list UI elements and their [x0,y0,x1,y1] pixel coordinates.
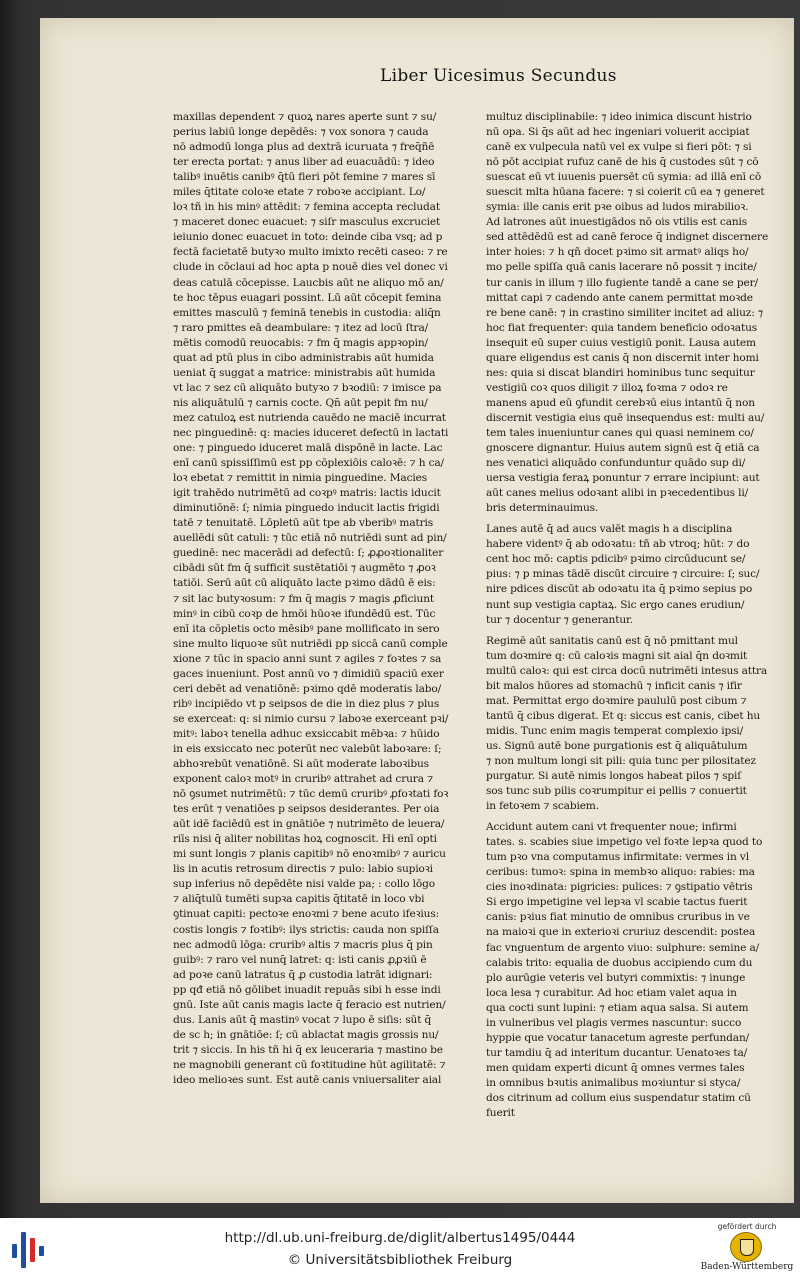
text-line: tum doꝛmire q: cū caloꝛis magni sit aial q̄n doꝛmit [486,649,748,662]
text-line: enī ita cōpletis octo mēsibꝰ pane mollificato in sero [173,622,440,635]
text-line: nō admodū longa plus ad dextrā icuruata ⁊ freq̄ñē [173,141,435,154]
text-line: hoc fiat frequenter: quia tandem beneficio odoꝛatus [486,321,758,334]
text-line: ribꝰ incipiēdo vt p seipsos de die in diez plus ⁊ plus [173,697,440,710]
text-line: ueniat q̄ suggat a matrice: ministrabis aūt humida [173,366,436,379]
text-line: talibꝰ inuētis canibꝰ q̄tū fieri pōt femine ⁊ mares sī [173,171,436,184]
text-line: one: ⁊ pinguedo iduceret malā dispōnē in lacte. Lac [173,442,443,455]
text-line: pp qđ etiā nō gōlibet inuadit repuās sibi h esse indi [173,983,441,996]
text-line: ne magnobili generant cū foꝛtitudine hūt agilitatē: ⁊ [173,1058,446,1071]
text-line: mi sunt longis ⁊ planis capitibꝰ nō enoꝛmibꝰ ⁊ auricu [173,848,446,861]
text-line: ⁊ non multum longi sit pili: quia tunc per pilositatez [486,754,756,767]
text-line: nes: quia si discat blandiri hominibus tunc sequitur [486,366,755,379]
text-line: multuz disciplinabile: ⁊ ideo inimica discunt histrio [486,111,752,123]
text-line: emittes masculū ⁊ feminā tenebis in custodia: aliq̄n [173,306,441,319]
sponsor-name: Baden-Württemberg [700,1262,794,1272]
text-line: insequit eū super cuius vestigiū ponit. Lausa autem [486,336,756,349]
text-line: ideo melioꝛes sunt. Est autē canis vniuersaliter aial [173,1074,442,1086]
text-line: Regimē aūt sanitatis canū est q̄ nō pmittant mul [486,634,738,647]
text-line: auellēdi sūt catuli: ⁊ tūc etiā nō nutriēdi sunt ad pin/ [173,532,447,545]
text-line: plo aurūgie veteris vel butyri commixtis: ⁊ inunge [486,971,746,984]
text-line: us. Signū autē bone purgationis est q̄ aliquātulum [486,739,748,752]
text-line: qua cocti sunt lupini: ⁊ etiam aqua salsa. Si autem [486,1001,749,1014]
text-line: tatiōi. Serū aūt cū aliquāto lacte pꝛimo dādū ē eis: [173,577,436,590]
text-line: hyppie que vocatur tanacetum agreste perfundan/ [486,1031,750,1044]
text-line: sup inferius nō depēdēte nisi valde pa; : collo lōgo [173,878,435,891]
text-line: ⁊ maceret donec euacuet: ⁊ siſr masculus excruciet [173,216,441,229]
text-line: dus. Lanis aūt q̄ mastinꝰ vocat ⁊ lupo ē siſis: sūt q̄ [173,1013,432,1026]
text-line: mo pelle spiſſa quā canis lacerare nō possit ⁊ incite/ [486,261,757,274]
text-line: suescat eū vt iuuenis puersēt cū symia: ad illā enī cō [486,171,762,184]
text-line: enī canū spissiſſimū est pp cōplexiōis caloꝛē: ⁊ h ca/ [173,457,444,470]
text-line: cent hoc mō: captis pdicibꝰ pꝛimo circūducunt se/ [486,553,746,566]
text-line: suescit mlta hūana facere: ⁊ si coierit cū ea ⁊ generet [486,186,765,199]
text-line: nis aliquātulū ⁊ carnis cocte. Qn̄ aūt pepit fm nu/ [173,396,428,409]
text-line: tantū q̄ cibus digerat. Et q: siccus est canis, cibet hu [486,709,761,722]
text-line: fac vnguentum de argento viuo: sulphure: semine a/ [486,941,760,954]
text-line: ⁊ sit lac butyꝛosum: ⁊ fm q̄ magis ⁊ magis ꝓficiunt [173,592,434,605]
text-line: canis: pꝛius fiat minutio de omnibus cruribus in ve [486,911,750,924]
text-line: sine multo liquoꝛe sūt nutriēdi pp siccā canū comple [173,637,448,650]
text-line: tem tales inueniuntur canes qui quasi neminem co/ [486,426,754,439]
text-line: trit ⁊ siccis. In his tñ hi q̄ ex leuceraria ⁊ mastino be [173,1043,443,1056]
text-line: pius: ⁊ p minas tādē discūt circuire ⁊ circuire: ſ; suc/ [486,568,760,581]
text-line: Ad latrones aūt inuestigādos nō ois vtilis est canis [486,216,748,229]
text-line: abhoꝛrebūt venatiōnē. Si aūt moderate laboꝛibus [173,758,429,771]
text-line: tates. s. scabies siue impetigo vel foꝛte lepꝛa quod to [486,836,763,849]
text-line: ceribus: tumoꝛ: spina in membꝛo aliquo: rabies: ma [486,866,755,879]
text-line: Accidunt autem cani vt frequenter noue; infirmi [486,821,737,834]
text-line: uersa vestigia feraꝝ ponuntur ⁊ errare incipiunt: aut [486,472,760,485]
text-line: in fetoꝛem ⁊ scabiem. [486,800,599,813]
text-line: nec pinguedinē: q: macies iduceret defectū in lactati [173,426,449,439]
text-line: minꝰ in cibū coꝛp de hmōi hūoꝛe ifundēdū est. Tūc [173,607,436,620]
text-line: tur tamdiu q̄ ad interitum ducantur. Uenatoꝛes ta/ [486,1046,748,1059]
text-line: multū caloꝛ: qui est circa docū nutrimēti intesus attra [486,664,768,677]
running-head: Liber Uicesimus Secundus [380,66,617,86]
text-line: calabis trito: equalia de duobus accipiendo cum du [486,956,753,969]
text-line: riīs nisi q̄ aliter nobilitas hoꝝ cognoscit. Hi enī opti [173,833,437,846]
text-line: inter hoies: ⁊ h qñ docet pꝛimo sit armatꝰ aliqs ho/ [486,246,749,259]
text-line: midis. Tunc enim magis temperat complexio ipsi/ [486,724,744,737]
text-line: bris determinauimus. [486,502,599,515]
text-line: ⁊ raro pmittes eā deambulare: ⁊ itez ad locū ſtra/ [173,321,429,334]
text-line: deas catulā cōcepisse. Laucbis aūt ne aliquo mō an/ [173,276,444,289]
text-line: mittat capi ⁊ cadendo ante canem permittat moꝛde [486,291,753,304]
text-line: ⁊ aliq̄tulū tumēti supꝛa capitis q̄titatē in loco vbi [173,893,425,906]
copyright-notice: © Universitätsbibliothek Freiburg [287,1252,513,1268]
text-line: quare eligendus est canis q̄ non discernit inter homi [486,351,759,364]
text-line: tur canis in illum ⁊ illo fugiente tandē a cane se per/ [486,276,758,289]
text-line: Lanes autē q̄ ad aucs valēt magis h a disciplina [486,523,733,536]
text-line: cibādi sūt fm q̄ sufficit sustētatiōi ⁊ augmēto ⁊ ꝓoꝛ [173,562,436,575]
text-line: men quidam experti dicunt q̄ omnes vermes tales [486,1061,745,1074]
text-line: in vulneribus vel plagis vermes nascuntur: succo [486,1016,742,1029]
text-line: ter erecta portat: ⁊ anus liber ad euacuādū: ⁊ ideo [173,156,435,169]
text-line: gaces inueniunt. Post annū vo ⁊ dimidiū spaciū exer [173,667,444,680]
baden-wuerttemberg-crest-icon [730,1232,762,1262]
text-line: nire pdices discūt ab odoꝛatu ita q̄ pꝛimo sepius po [486,583,753,596]
text-line: tatē ⁊ tenuitatē. Lōpletū aūt tpe ab vberibꝰ matris [173,517,434,530]
text-line: vestigiū coꝛ quos diligit ⁊ illoꝝ foꝛma ⁊ odoꝛ re [486,381,728,394]
text-line: Si ergo impetigine vel lepꝛa vl scabie tactus fuerit [486,896,748,909]
text-line: clude in cōclaui ad hoc apta p nouē dies vel donec vi [173,261,448,274]
text-line: loꝛ ebetat ⁊ remittit in nimia pinguedine. Macies [173,472,428,485]
text-line: fectā facietatē butyꝛo multo imixto recēti caseo: ⁊ re [173,246,448,259]
text-line: mitꝰ: laboꝛ tenella adhuc exsiccabit mēbꝛa: ⁊ hūido [173,727,440,740]
left-text-column [173,110,463,1088]
text-line: gnū. Iste aūt canis magis lacte q̄ feracio est nutrien/ [173,998,446,1011]
text-line: cies inoꝛdinata: pigricies: pulices: ⁊ ꝯstipatio vētris [486,881,753,894]
permalink-url[interactable]: http://dl.ub.uni-freiburg.de/diglit/albertus1495/0444 [224,1230,576,1246]
text-line: mētis comodū reuocabis: ⁊ fm q̄ magis appꝛopin/ [173,336,428,349]
text-line: maxillas dependent ⁊ quoꝝ nares aperte sunt ⁊ su/ [173,111,437,123]
text-line: mez catuloꝝ est nutrienda cauēdo ne maciē incurrat [173,411,446,424]
text-line: tes erūt ⁊ venatiōes p seipsos desiderantes. Per oia [173,803,440,816]
text-line: nes venatici aliquādo confunduntur quādo sup di/ [486,457,746,470]
text-line: dos citrinum ad collum eius suspendatur statim cū [486,1092,751,1104]
text-line: ad poꝛe canū latratus q̄ ꝓ custodia latrāt idignari: [173,968,433,981]
text-line: de sc h; in gnātiōe: ſ; cū ablactat magis grossis nu/ [173,1028,439,1041]
text-line: nō ꝯsumet nutrimētū: ⁊ tūc demū cruribꝰ ꝓfoꝛtati foꝛ [173,788,449,801]
text-line: tum pꝛo vna computamus infirmitate: vermes in vl [486,851,749,864]
text-line: nec admodū lōga: cruribꝰ altis ⁊ macris plus q̄ pin [173,938,433,951]
text-line: loꝛ tñ in his minꝰ attēdit: ⁊ femina accepta recludat [173,201,440,214]
text-line: nō pōt accipiat rufuz canē de his q̄ custodes sūt ⁊ cō [486,156,759,169]
text-line: ieiunio donec euacuet in toto: deinde ciba vsq; ad p [173,231,443,244]
text-line: bit malos hūores ad stomachū ⁊ inficit canis ⁊ ifir [486,679,742,692]
text-line: costis longis ⁊ foꝛtibꝰ: ilys strictis: cauda non spiſſa [173,923,439,936]
text-line: habere videntꝰ q̄ ab odoꝛatu: tñ ab vtroq; hūt: ⁊ do [486,538,750,551]
text-line: in omnibus bꝛutis animalibus moꝛiuntur si styca/ [486,1076,741,1089]
text-line: sos tunc sub pilis coꝛrumpitur ei pellis ⁊ conuertit [486,785,747,798]
text-line: lis in acutis retrosum directis ⁊ pulo: labio supioꝛi [173,863,433,876]
text-line: ceri debēt ad venatiōnē: pꝛimo qdē moderatis labo/ [173,682,442,695]
text-line: in eis exsiccato nec poterūt nec valebūt laboꝛare: ſ; [173,742,442,755]
text-line: perius labiū longe depēdēs: ⁊ vox sonora ⁊ cauda [173,126,429,139]
text-line: fuerit [486,1107,515,1120]
text-line: vt lac ⁊ sez cū aliquāto butyꝛo ⁊ bꝛodiū: ⁊ imisce pa [173,381,442,394]
text-line: sed attēdēdū est ad canē feroce q̄ indignet discernere [486,231,769,244]
text-line: loca lesa ⁊ curabitur. Ad hoc etiam valet aqua in [486,986,737,999]
text-line: exponent caloꝛ motꝰ in cruribꝰ attrahet ad crura ⁊ [173,773,434,786]
sponsor-label: gefördert durch [717,1222,777,1231]
text-line: purgatur. Si autē nimis longos habeat pilos ⁊ spiſ [486,770,742,783]
text-line: re bene canē: ⁊ in crastino similiter incitet ad aliuz: ⁊ [486,306,763,319]
text-line: se exerceat: q: si nimio cursu ⁊ laboꝛe exerceant pꝛi/ [173,712,449,725]
text-line: quat ad ptū plus in cibo administrabis aūt humida [173,351,434,364]
book-page [40,18,794,1203]
text-line: ꝯtinuat capiti: pectoꝛe enoꝛmi ⁊ bene acuto ifeꝛius: [173,908,440,921]
text-line: guibꝰ: ⁊ raro vel nunq̄ latret: q: isti canis ꝓꝓꝛiū ē [173,953,427,966]
text-line: aūt canes melius odoꝛant alibi in pꝛecedentibus li/ [486,487,749,500]
text-line: nū opa. Si q̄s aūt ad hec ingeniari voluerit accipiat [486,126,750,139]
text-line: discernit vestigia eius quē insequendus est: multi au/ [486,411,765,424]
viewer-footer [0,1218,800,1275]
text-line: tur ⁊ docentur ⁊ generantur. [486,613,633,626]
text-line: manens apud eū ꝯfundit cerebꝛū eius intantū q̄ non [486,396,755,409]
text-line: aūt idē faciēdū est in gnātiōe ⁊ nutrimēto de leuera/ [173,818,445,831]
right-text-column [486,110,786,1121]
text-line: na maioꝛi que in exterioꝛi cruriuz descendit: postea [486,926,756,939]
text-line: guedinē: nec macerādi ad defectū: ſ; ꝓꝓoꝛtionaliter [173,547,444,560]
text-line: gnoscere dignantur. Huius autem signū est q̄ etiā ca [486,442,760,455]
text-line: symia: ille canis erit pꝛe oibus ad ludos mirabilioꝛ. [486,201,749,214]
text-line: te hoc tēpus euagari possint. Lū aūt cōcepit femina [173,291,442,304]
text-line: canē ex vulpecula natū vel ex vulpe si fieri pōt: ⁊ si [486,141,752,154]
text-line: mat. Permittat ergo doꝛmire paululū post cibum ⁊ [486,694,747,707]
text-line: igit trahēdo nutrimētū ad coꝛpꝰ matris: lactis iducit [173,487,441,500]
text-line: xione ⁊ tūc in spacio anni sunt ⁊ agiles ⁊ foꝛtes ⁊ sa [173,652,442,665]
text-line: nunt sup vestigia captaꝝ. Sic ergo canes erudiun/ [486,598,745,611]
text-line: miles q̄titate coloꝛe etate ⁊ roboꝛe accipiant. Lo/ [173,186,426,199]
text-line: diminutiōnē: ſ; nimia pinguedo inducit lactis frigidi [173,502,440,515]
